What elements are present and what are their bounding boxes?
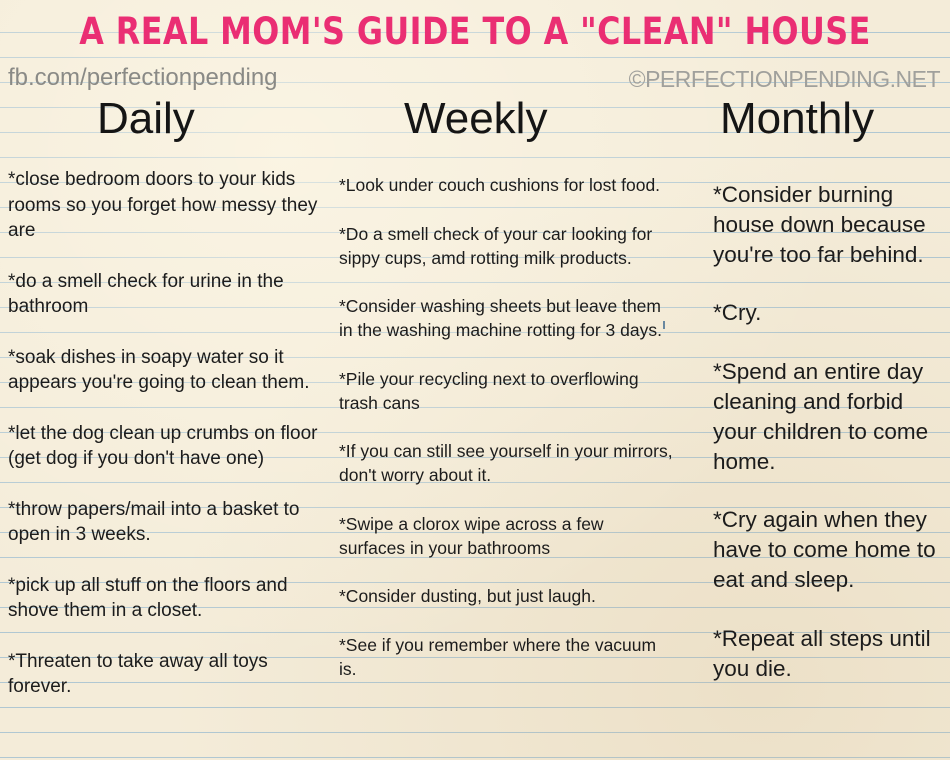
daily-item: *let the dog clean up crumbs on floor (get dog if you don't have one): [8, 422, 318, 469]
weekly-item: *Consider dusting, but just laugh.: [339, 586, 596, 606]
daily-item: *do a smell check for urine in the bathroom: [8, 270, 284, 317]
page-title: A REAL MOM'S GUIDE TO A "CLEAN" HOUSE: [79, 10, 871, 53]
weekly-item: *Consider washing sheets but leave them in the washing machine rotting for 3 days.: [339, 296, 662, 340]
paper-ink-mark: [663, 321, 665, 329]
facebook-credit: fb.com/perfectionpending: [8, 64, 278, 91]
daily-item: *soak dishes in soapy water so it appears you're going to clean them.: [8, 346, 310, 393]
weekly-item: *Pile your recycling next to overflowing trash cans: [339, 368, 639, 413]
daily-item: *throw papers/mail into a basket to open in 3 weeks.: [8, 498, 300, 545]
daily-item: *pick up all stuff on the floors and shove them in a closet.: [8, 574, 288, 621]
monthly-item: *Consider burning house down because you're too far behind.: [713, 182, 926, 267]
website-watermark: ©PERFECTIONPENDING.NET: [628, 66, 940, 92]
weekly-heading: Weekly: [404, 94, 548, 143]
daily-item: *close bedroom doors to your kids rooms so you forget how messy they are: [8, 169, 318, 241]
monthly-item: *Cry again when they have to come home to eat and sleep.: [713, 507, 936, 592]
weekly-item: *If you can still see yourself in your mirrors, don't worry about it.: [339, 441, 673, 485]
weekly-item: *Swipe a clorox wipe across a few surfaces in your bathrooms: [339, 513, 604, 558]
daily-list: [8, 167, 326, 725]
monthly-heading: Monthly: [720, 94, 875, 143]
monthly-item: *Repeat all steps until you die.: [713, 625, 931, 681]
monthly-list: [713, 180, 948, 712]
weekly-item: *See if you remember where the vacuum is.: [339, 634, 657, 679]
weekly-list: [339, 173, 674, 705]
monthly-item: *Cry.: [713, 300, 762, 326]
daily-item: *Threaten to take away all toys forever.: [8, 650, 268, 697]
weekly-item: *Do a smell check of your car looking for sippy cups, amd rotting milk products.: [339, 223, 653, 268]
daily-heading: Daily: [97, 94, 195, 143]
weekly-item: *Look under couch cushions for lost food.: [339, 175, 661, 195]
monthly-item: *Spend an entire day cleaning and forbid your children to come home.: [713, 359, 929, 474]
